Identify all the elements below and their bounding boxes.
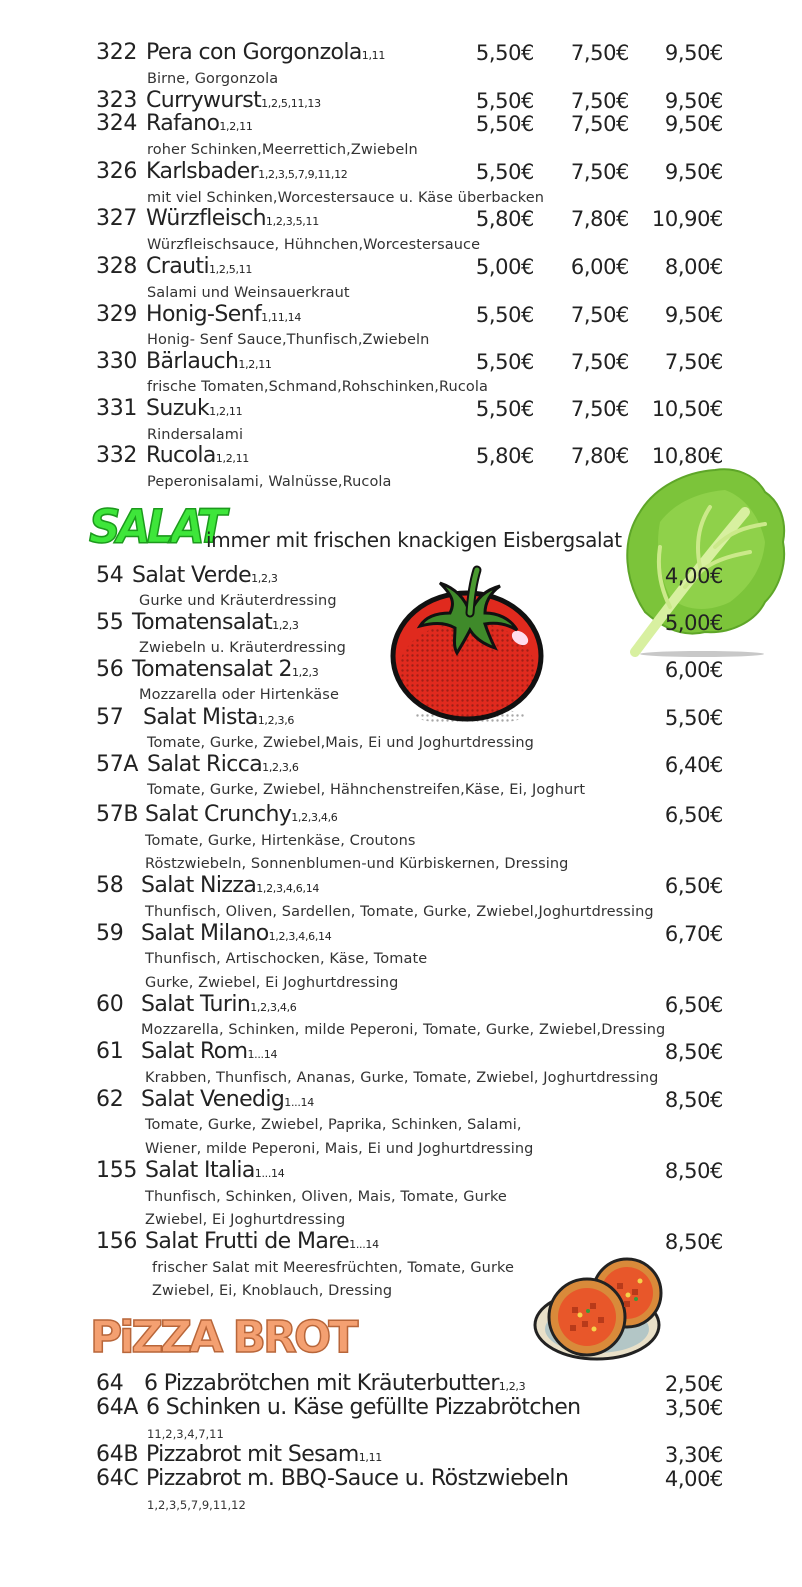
allergens: 1,2,3,6 xyxy=(262,761,299,774)
item-name: Currywurst1,2,5,11,13 xyxy=(146,88,321,113)
price-large: 10,50€ xyxy=(651,397,723,421)
menu-item-59 xyxy=(0,921,802,947)
item-description: Zwiebel, Ei, Knoblauch, Dressing xyxy=(152,1283,393,1299)
item-price: 5,50€ xyxy=(664,706,723,730)
item-description: Zwiebeln u. Kräuterdressing xyxy=(139,640,346,656)
item-price: 6,50€ xyxy=(664,803,723,827)
item-name: Crauti1,2,5,11 xyxy=(146,254,253,279)
item-description: mit viel Schinken,Worcestersauce u. Käse überbacken xyxy=(147,190,545,206)
item-description: Mozzarella, Schinken, milde Peperoni, Tomate, Gurke, Zwiebel,Dressing xyxy=(141,1022,666,1038)
price-small: 5,50€ xyxy=(475,160,534,184)
menu-item-331 xyxy=(0,396,802,422)
item-price: 6,40€ xyxy=(664,753,723,777)
item-name: Salat Verde1,2,3 xyxy=(132,563,278,588)
item-number: 332 xyxy=(96,443,138,468)
item-number: 64B xyxy=(96,1442,139,1467)
item-name: Salat Frutti de Mare1...14 xyxy=(145,1229,379,1254)
item-description: Salami und Weinsauerkraut xyxy=(147,285,350,301)
item-name: Honig-Senf1,11,14 xyxy=(146,302,302,327)
pizza-bread-icon xyxy=(532,1255,672,1365)
item-number: 331 xyxy=(96,396,138,421)
allergens: 1,2,5,11 xyxy=(208,263,253,276)
item-description: frischer Salat mit Meeresfrüchten, Tomate, Gurke xyxy=(152,1260,515,1276)
item-name: Pizzabrot mit Sesam1,11 xyxy=(146,1442,383,1467)
item-description: Tomate, Gurke, Zwiebel, Hähnchenstreifen,Käse, Ei, Joghurt xyxy=(147,782,586,798)
item-description: Thunfisch, Artischocken, Käse, Tomate xyxy=(145,951,428,967)
menu-item-56 xyxy=(0,657,802,683)
item-number: 329 xyxy=(96,302,138,327)
item-price: 4,00€ xyxy=(664,1467,723,1491)
item-description: Tomate, Gurke, Zwiebel, Paprika, Schinken, Salami, xyxy=(145,1117,522,1133)
item-name: Salat Rom1...14 xyxy=(141,1039,278,1064)
item-name: Karlsbader1,2,3,5,7,9,11,12 xyxy=(146,159,348,184)
allergens: 1,11 xyxy=(358,1451,383,1464)
price-large: 9,50€ xyxy=(664,303,723,327)
allergens: 11,2,3,4,7,11 xyxy=(147,1427,224,1441)
allergens: 1,2,3 xyxy=(291,666,319,679)
item-price: 5,00€ xyxy=(664,611,723,635)
menu-item-64 xyxy=(0,1371,802,1397)
item-number: 55 xyxy=(96,610,124,635)
price-small: 5,50€ xyxy=(475,89,534,113)
item-description: roher Schinken,Meerrettich,Zwiebeln xyxy=(147,142,418,158)
price-small: 5,80€ xyxy=(475,444,534,468)
menu-item-64a xyxy=(0,1395,802,1421)
item-number: 62 xyxy=(96,1087,124,1112)
menu-item-60 xyxy=(0,992,802,1018)
allergens: 1,11,14 xyxy=(261,311,302,324)
item-name: Tomatensalat1,2,3 xyxy=(132,610,299,635)
item-description: Zwiebel, Ei Joghurtdressing xyxy=(145,1212,346,1228)
price-medium: 7,50€ xyxy=(570,112,629,136)
item-number: 60 xyxy=(96,992,124,1017)
item-description: Gurke, Zwiebel, Ei Joghurtdressing xyxy=(145,975,399,991)
price-small: 5,50€ xyxy=(475,350,534,374)
item-price: 8,50€ xyxy=(664,1088,723,1112)
menu-item-64b xyxy=(0,1442,802,1468)
item-name: Bärlauch1,2,11 xyxy=(146,349,272,374)
item-description: Röstzwiebeln, Sonnenblumen-und Kürbiskernen, Dressing xyxy=(145,856,569,872)
menu-item-57 xyxy=(0,705,802,731)
item-description: Tomate, Gurke, Zwiebel,Mais, Ei und Joghurtdressing xyxy=(147,735,534,751)
price-small: 5,80€ xyxy=(475,207,534,231)
allergens: 1,2,3,4,6 xyxy=(250,1001,297,1014)
item-number: 64A xyxy=(96,1395,139,1420)
item-name: Salat Milano1,2,3,4,6,14 xyxy=(141,921,332,946)
menu-item-322 xyxy=(0,40,802,66)
menu-item-64c xyxy=(0,1466,802,1492)
price-medium: 7,50€ xyxy=(570,303,629,327)
price-large: 8,00€ xyxy=(664,255,723,279)
menu-item-324 xyxy=(0,111,802,137)
menu-item-55 xyxy=(0,610,802,636)
item-name: Salat Nizza1,2,3,4,6,14 xyxy=(141,873,320,898)
item-number: 57B xyxy=(96,802,139,827)
allergens: 1,2,3,4,6 xyxy=(291,811,338,824)
item-description: frische Tomaten,Schmand,Rohschinken,Rucola xyxy=(147,379,488,395)
allergens: 1,2,3 xyxy=(498,1380,526,1393)
item-price: 8,50€ xyxy=(664,1159,723,1183)
allergens: 1,2,3,5,11 xyxy=(265,215,319,228)
item-price: 4,00€ xyxy=(664,564,723,588)
price-large: 9,50€ xyxy=(664,89,723,113)
allergens: 1,2,11 xyxy=(219,120,253,133)
price-small: 5,50€ xyxy=(475,397,534,421)
item-description: Wiener, milde Peperoni, Mais, Ei und Joghurtdressing xyxy=(145,1141,534,1157)
item-price: 6,70€ xyxy=(664,922,723,946)
item-number: 323 xyxy=(96,88,138,113)
item-description: Thunfisch, Schinken, Oliven, Mais, Tomate, Gurke xyxy=(145,1189,507,1205)
item-number: 58 xyxy=(96,873,124,898)
allergens: 1,2,5,11,13 xyxy=(261,97,321,110)
item-number: 57A xyxy=(96,752,139,777)
allergens: 1...14 xyxy=(247,1048,278,1061)
price-medium: 7,50€ xyxy=(570,160,629,184)
item-name: Tomatensalat 21,2,3 xyxy=(132,657,319,682)
item-name: Salat Crunchy1,2,3,4,6 xyxy=(145,802,338,827)
price-medium: 7,50€ xyxy=(570,397,629,421)
item-description: Rindersalami xyxy=(147,427,244,443)
allergens: 1,2,3 xyxy=(251,572,278,585)
allergens: 1...14 xyxy=(349,1238,379,1251)
item-number: 57 xyxy=(96,705,124,730)
item-name: Salat Ricca1,2,3,6 xyxy=(147,752,299,777)
price-medium: 7,80€ xyxy=(570,444,629,468)
item-price: 3,30€ xyxy=(664,1443,723,1467)
allergens: 1,2,11 xyxy=(238,358,272,371)
menu-item-57a xyxy=(0,752,802,778)
item-price: 3,50€ xyxy=(664,1396,723,1420)
item-description: Peperonisalami, Walnüsse,Rucola xyxy=(147,474,392,490)
item-number: 61 xyxy=(96,1039,124,1064)
item-description: Mozzarella oder Hirtenkäse xyxy=(139,687,339,703)
price-small: 5,50€ xyxy=(475,303,534,327)
item-price: 6,50€ xyxy=(664,993,723,1017)
item-price: 6,00€ xyxy=(664,658,723,682)
price-large: 10,80€ xyxy=(651,444,723,468)
item-price: 8,50€ xyxy=(664,1230,723,1254)
price-small: 5,00€ xyxy=(475,255,534,279)
price-large: 9,50€ xyxy=(664,112,723,136)
price-medium: 7,50€ xyxy=(570,350,629,374)
item-number: 64C xyxy=(96,1466,139,1491)
item-name: Suzuk1,2,11 xyxy=(146,396,243,421)
item-description: Honig- Senf Sauce,Thunfisch,Zwiebeln xyxy=(147,332,430,348)
item-description: Thunfisch, Oliven, Sardellen, Tomate, Gurke, Zwiebel,Joghurtdressing xyxy=(145,904,654,920)
item-name: Würzfleisch1,2,3,5,11 xyxy=(146,206,319,231)
item-name: Salat Venedig1...14 xyxy=(141,1087,314,1112)
menu-item-329 xyxy=(0,302,802,328)
item-name: Salat Turin1,2,3,4,6 xyxy=(141,992,297,1017)
salat-section-title: SALAT xyxy=(89,500,223,555)
item-price: 2,50€ xyxy=(664,1372,723,1396)
price-small: 5,50€ xyxy=(475,112,534,136)
item-number: 322 xyxy=(96,40,138,65)
price-medium: 6,00€ xyxy=(570,255,629,279)
menu-item-62 xyxy=(0,1087,802,1113)
price-large: 9,50€ xyxy=(664,160,723,184)
item-number: 327 xyxy=(96,206,138,231)
item-number: 155 xyxy=(96,1158,138,1183)
allergens: 1...14 xyxy=(284,1096,314,1109)
allergens: 1...14 xyxy=(254,1167,285,1180)
item-number: 64 xyxy=(96,1371,124,1396)
allergens: 1,2,3,6 xyxy=(257,714,295,727)
item-number: 328 xyxy=(96,254,138,279)
item-description: Krabben, Thunfisch, Ananas, Gurke, Tomate, Zwiebel, Joghurtdressing xyxy=(145,1070,659,1086)
price-large: 10,90€ xyxy=(651,207,723,231)
item-name: 6 Schinken u. Käse gefüllte Pizzabrötchen xyxy=(146,1395,581,1420)
item-name: 6 Pizzabrötchen mit Kräuterbutter1,2,3 xyxy=(144,1371,526,1396)
item-name: Pera con Gorgonzola1,11 xyxy=(146,40,386,65)
item-number: 59 xyxy=(96,921,124,946)
allergens: 1,11 xyxy=(361,49,386,62)
allergens: 1,2,3,4,6,14 xyxy=(256,882,320,895)
menu-item-155 xyxy=(0,1158,802,1184)
menu-item-156 xyxy=(0,1229,802,1255)
allergens: 1,2,11 xyxy=(209,405,243,418)
salat-section-subtitle: immer mit frischen knackigen Eisbergsalat xyxy=(206,528,622,552)
item-name: Pizzabrot m. BBQ-Sauce u. Röstzwiebeln xyxy=(146,1466,569,1491)
item-description: Tomate, Gurke, Hirtenkäse, Croutons xyxy=(145,833,416,849)
item-description: Würzfleischsauce, Hühnchen,Worcestersauce xyxy=(147,237,481,253)
menu-item-330 xyxy=(0,349,802,375)
item-number: 56 xyxy=(96,657,124,682)
allergens: 1,2,3,5,7,9,11,12 xyxy=(147,1498,246,1512)
item-name: Rafano1,2,11 xyxy=(146,111,253,136)
menu-item-58 xyxy=(0,873,802,899)
item-price: 6,50€ xyxy=(664,874,723,898)
price-medium: 7,80€ xyxy=(570,207,629,231)
allergens: 1,2,11 xyxy=(215,452,249,465)
item-number: 326 xyxy=(96,159,138,184)
menu-item-57b xyxy=(0,802,802,828)
item-number: 324 xyxy=(96,111,138,136)
item-name: Rucola1,2,11 xyxy=(146,443,249,468)
menu-item-328 xyxy=(0,254,802,280)
item-number: 156 xyxy=(96,1229,138,1254)
allergens: 1,2,3,5,7,9,11,12 xyxy=(258,168,348,181)
price-large: 7,50€ xyxy=(664,350,723,374)
menu-item-61 xyxy=(0,1039,802,1065)
item-description: Birne, Gorgonzola xyxy=(147,71,279,87)
menu-item-326 xyxy=(0,159,802,185)
price-medium: 7,50€ xyxy=(570,89,629,113)
price-large: 9,50€ xyxy=(664,41,723,65)
item-number: 54 xyxy=(96,563,124,588)
item-price: 8,50€ xyxy=(664,1040,723,1064)
menu-item-327 xyxy=(0,206,802,232)
price-small: 5,50€ xyxy=(475,41,534,65)
menu-item-54 xyxy=(0,563,802,589)
item-number: 330 xyxy=(96,349,138,374)
pizzabrot-section-title: PiZZA BROT xyxy=(90,1312,356,1363)
allergens: 1,2,3 xyxy=(272,619,299,632)
item-name: Salat Italia1...14 xyxy=(145,1158,285,1183)
allergens: 1,2,3,4,6,14 xyxy=(268,930,332,943)
price-medium: 7,50€ xyxy=(570,41,629,65)
item-name: Salat Mista1,2,3,6 xyxy=(143,705,295,730)
item-description: Gurke und Kräuterdressing xyxy=(139,593,337,609)
